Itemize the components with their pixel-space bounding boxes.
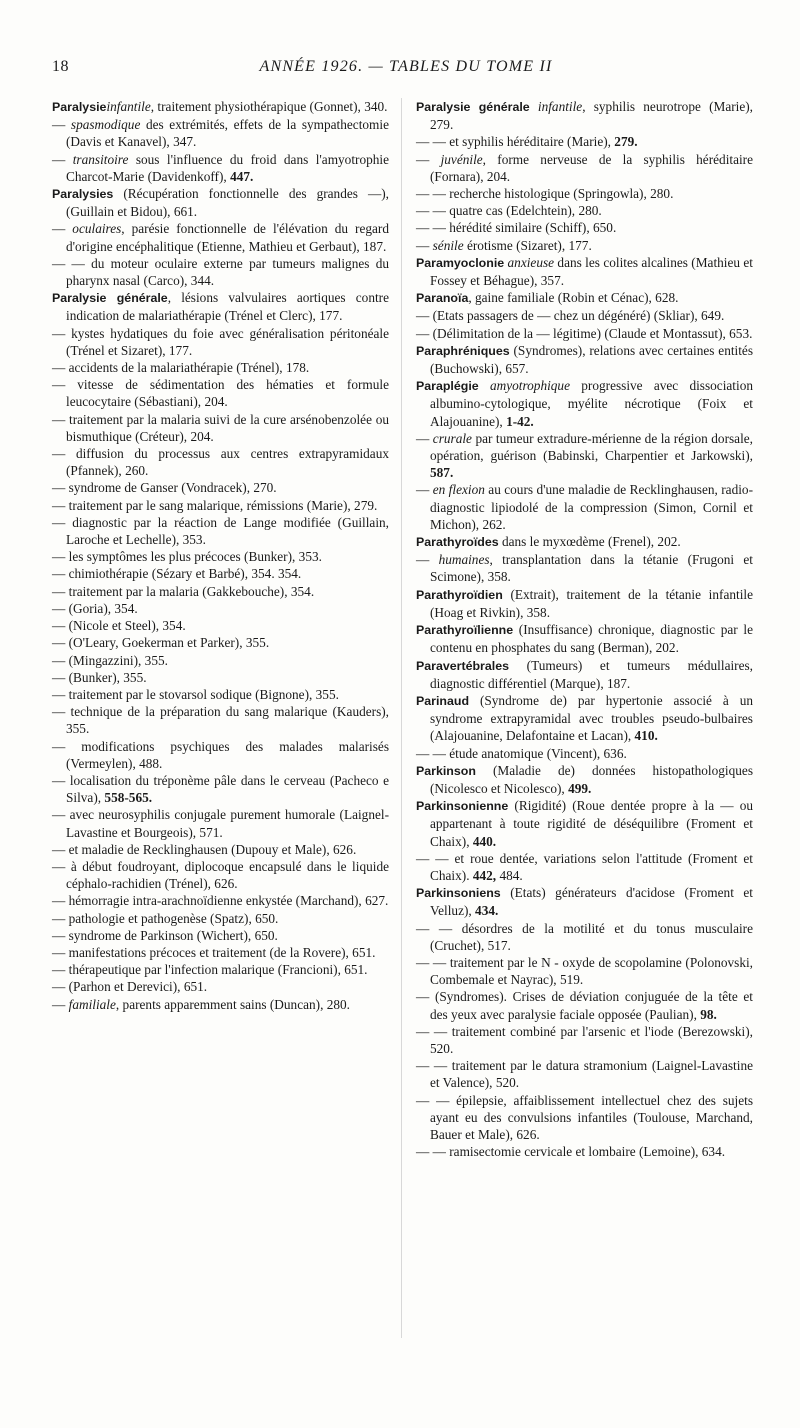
right-column (416, 98, 753, 1160)
entry-text: (Goria), 354. (68, 600, 138, 616)
entry-text: , syphilis neurotrope (Marie), 279. (430, 99, 753, 133)
entry-text: diagnostic par la réaction de Lange modifiée (Guillain, Laroche et Lechelle), 353. (66, 514, 390, 548)
index-entry (52, 686, 389, 703)
entry-heading: Parathyroïdien (416, 587, 503, 602)
index-entry (416, 1057, 753, 1091)
entry-text: étude anatomique (Vincent), 636. (449, 745, 627, 761)
left-column (52, 98, 389, 1013)
index-entry (416, 1092, 753, 1144)
entry-dash: — (52, 221, 73, 237)
entry-dash: — (416, 989, 435, 1005)
index-entry (52, 479, 389, 496)
entry-text: (Maladie de) données histopathologiques (Nicolesco et Nicolesco), (430, 762, 753, 796)
entry-text: épilepsie, affaiblissement intellectuel chez des sujets ayant eu des convulsions infantiles (Toulouse, Marchand, Bauer et Male), 626. (430, 1092, 753, 1142)
index-entry (416, 202, 753, 219)
entry-dash: — — (416, 1023, 452, 1039)
index-entry (416, 430, 753, 482)
entry-text: , parents apparemment sains (Duncan), 280. (115, 996, 351, 1012)
index-entry (52, 652, 389, 669)
entry-subject: infantile (529, 99, 583, 114)
entry-dash: — (52, 497, 69, 513)
entry-heading: Paralysies (52, 187, 114, 202)
index-entry (52, 220, 389, 254)
index-entry (52, 185, 389, 220)
entry-text: recherche histologique (Springowla), 280. (449, 186, 674, 202)
index-entry (416, 692, 753, 745)
entry-page-ref: 558-565. (104, 790, 153, 806)
entry-text: (Récupération fonctionnelle des grandes —), (Guillain et Bidou), 661. (66, 186, 389, 220)
entry-text: traitement par la malaria (Gakkebouche), 354. (68, 583, 315, 599)
entry-dash: — (52, 858, 71, 874)
entry-dash: — (416, 482, 433, 498)
index-entry (52, 703, 389, 737)
index-entry (416, 762, 753, 797)
index-entry (52, 669, 389, 686)
entry-page-ref: 1-42. (506, 413, 534, 429)
entry-heading: Parkinsonienne (416, 799, 509, 814)
entry-dash: — — (416, 954, 450, 970)
index-entry (416, 884, 753, 919)
index-entry (416, 377, 753, 430)
entry-text: et maladie de Recklinghausen (Dupouy et Male), 626. (68, 841, 357, 857)
entry-heading: Parkinson (416, 763, 476, 778)
entry-dash: — — (416, 1058, 452, 1074)
entry-dash: — (52, 566, 69, 582)
entry-text: hérédité similaire (Schiff), 650. (449, 220, 617, 236)
entry-text: , transplantation dans la tétanie (Frugoni et Scimone), 358. (430, 552, 753, 585)
entry-text: vitesse de sédimentation des hématies et formule leucocytaire (Sébastiani), 204. (66, 377, 390, 410)
entry-dash: — (52, 411, 70, 427)
column-divider (401, 98, 402, 1338)
entry-text: kystes hydatiques du foie avec généralisation péritonéale (Trénel et Sizaret), 177. (66, 325, 389, 358)
entry-subject: oculaires (72, 221, 122, 237)
entry-text: (Parhon et Derevici), 651. (68, 979, 208, 995)
index-entry (416, 325, 753, 342)
index-entry (416, 797, 753, 850)
entry-text: quatre cas (Edelchtein), 280. (449, 203, 602, 219)
entry-text: (Syndromes). Crises de déviation conjuguée de la tête et des yeux avec paralysie faciale opposée (Paulian), (430, 989, 753, 1022)
entry-dash: — (52, 962, 69, 978)
index-entry (416, 657, 753, 692)
entry-dash: — (52, 979, 69, 995)
index-entry (416, 533, 753, 551)
running-title: ANNÉE 1926. — TABLES DU TOME II (259, 58, 553, 75)
index-entry (52, 892, 389, 909)
entry-dash: — (52, 996, 69, 1012)
index-entry (416, 551, 753, 585)
entry-dash: — (416, 151, 441, 167)
index-entry (416, 481, 753, 533)
entry-dash: — — (416, 1092, 457, 1108)
entry-dash: — (52, 325, 72, 341)
index-entry (52, 738, 389, 772)
entry-text: modifications psychiques des malades malarisés (Vermeylen), 488. (66, 738, 389, 771)
index-entry (416, 988, 753, 1022)
index-entry (416, 151, 753, 185)
index-entry (52, 325, 389, 359)
entry-text: chimiothérapie (Sézary et Barbé), 354. 354. (68, 566, 302, 582)
index-entry (416, 850, 753, 884)
index-entry (416, 342, 753, 377)
entry-dash: — — (416, 850, 455, 866)
index-entry (52, 927, 389, 944)
entry-text: diffusion du processus aux centres extrapyramidaux (Pfannek), 260. (66, 446, 390, 479)
entry-text: traitement par le sang malarique, rémissions (Marie), 279. (68, 497, 378, 513)
entry-dash: — (52, 635, 69, 651)
entry-heading: Paralysie (52, 100, 107, 114)
index-entry (52, 583, 389, 600)
index-entry (52, 548, 389, 565)
entry-text: localisation du tréponème pâle dans le cerveau (Pacheco e Silva), (66, 772, 389, 806)
entry-dash: — (52, 807, 70, 823)
entry-text: , lésions valvulaires aortiques contre indication de malariathérapie (Trénel et Clerc), 177. (66, 290, 389, 324)
entry-heading: Paravertébrales (416, 658, 509, 673)
entry-text: (Rigidité) (Roue dentée propre à la — ou appartenant à toute rigidité de déséquilibre (Froment et Chaix), (430, 798, 753, 849)
index-entry (52, 961, 389, 978)
entry-text: dans le myxœdème (Frenel), 202. (498, 534, 681, 550)
index-entry (52, 411, 389, 445)
entry-heading: Parinaud (416, 693, 470, 708)
entry-page-ref: 499. (568, 780, 592, 796)
entry-dash: — — (416, 920, 462, 936)
entry-subject: anxieuse (504, 254, 555, 270)
index-entry (52, 772, 389, 806)
entry-text: érotisme (Sizaret), 177. (463, 237, 592, 253)
entry-text: dans les colites alcalines (Mathieu et Fossey et Béhague), 357. (430, 254, 753, 289)
entry-text: syndrome de Ganser (Vondracek), 270. (68, 480, 277, 496)
entry-text: au cours d'une maladie de Recklinghausen, radio-diagnostic lipiodolé de la compression (Simon, Cornil et Michon), 262. (430, 482, 753, 532)
index-entry (52, 996, 389, 1013)
entry-dash: — (52, 377, 78, 393)
entry-heading: Parathyroïlienne (416, 623, 514, 638)
index-entry (52, 255, 389, 289)
entry-dash: — (52, 583, 69, 599)
index-entry (416, 1023, 753, 1057)
entry-text: avec neurosyphilis conjugale purement humorale (Laignel-Lavastine et Bourgeois), 571. (66, 807, 389, 840)
entry-heading: Paralysie générale (416, 100, 530, 114)
entry-dash: — — (416, 220, 450, 236)
entry-dash: — (52, 927, 69, 943)
entry-subject: juvénile (440, 151, 483, 167)
entry-heading: Parkinsoniens (416, 886, 501, 901)
entry-dash: — (52, 514, 73, 530)
index-entry (416, 133, 753, 150)
entry-text: accidents de la malariathérapie (Trénel), 178. (68, 360, 310, 376)
entry-dash: — (52, 738, 82, 754)
index-entry (52, 289, 389, 324)
index-entry (52, 806, 389, 840)
entry-text: syndrome de Parkinson (Wichert), 650. (68, 927, 278, 943)
entry-dash: — (52, 151, 73, 167)
index-entry (52, 841, 389, 858)
entry-heading: Paralysie générale (52, 291, 168, 306)
entry-dash: — (416, 237, 433, 253)
entry-subject: en flexion (432, 482, 485, 498)
entry-dash: — — (416, 134, 450, 150)
entry-text: (Etats) générateurs d'acidose (Froment et Velluz), (430, 885, 753, 919)
entry-dash: — (52, 841, 69, 857)
index-entry (416, 745, 753, 762)
entry-heading: Paranoïa (416, 291, 469, 306)
index-entry (416, 219, 753, 236)
entry-subject: infantile (106, 99, 151, 114)
entry-text: , gaine familiale (Robin et Cénac), 628. (468, 290, 679, 306)
entry-heading: Parathyroïdes (416, 535, 499, 550)
entry-text: des extrémités, effets de la sympathectomie (Davis et Kanavel), 347. (66, 117, 389, 150)
entry-text: (Etats passagers de — chez un dégénéré) (Skliar), 649. (432, 308, 725, 324)
entry-dash: — (416, 308, 433, 324)
entry-dash: — — (416, 745, 450, 761)
index-entry (416, 621, 753, 656)
index-entry (52, 514, 389, 548)
entry-text: pathologie et pathogenèse (Spatz), 650. (68, 910, 279, 926)
entry-text: , forme nerveuse de la syphilis héréditaire (Fornara), 204. (430, 151, 754, 184)
index-entry (416, 254, 753, 289)
entry-page-ref: 587. (430, 465, 454, 481)
entry-page-ref: 410. (634, 728, 658, 744)
index-entry (52, 359, 389, 376)
entry-text: (Mingazzini), 355. (68, 652, 168, 668)
index-entry (52, 858, 389, 892)
entry-page-ref: 442, (472, 867, 497, 883)
index-entry (52, 944, 389, 961)
entry-dash: — (416, 430, 433, 446)
index-entry (52, 978, 389, 995)
entry-text: (Syndrome de) par hypertonie associé à un syndrome extrapyramidal avec troubles pseudo-bulbaires (Alajouanine, Delafontaine et Lacan), (430, 692, 753, 744)
entry-text: ramisectomie cervicale et lombaire (Lemoine), 634. (449, 1144, 726, 1160)
entry-dash: — (52, 652, 69, 668)
entry-subject: sénile (432, 237, 464, 253)
entry-subject: humaines (438, 552, 490, 568)
entry-text: hémorragie intra-arachnoïdienne enkystée (Marchand), 627. (68, 893, 389, 909)
index-entry (416, 586, 753, 621)
entry-page-ref: 434. (475, 903, 499, 919)
entry-text: traitement par la malaria suivi de la cure arsénobenzolée ou bismuthique (Créteur), 204. (66, 411, 389, 444)
index-entry (52, 497, 389, 514)
index-entry (416, 289, 753, 307)
entry-heading: Paramyoclonie (416, 255, 505, 270)
index-entry (416, 954, 753, 988)
index-entry (52, 151, 389, 185)
entry-text: (Extrait), traitement de la tétanie infantile (Hoag et Rivkin), 358. (430, 586, 753, 620)
entry-dash: — (52, 549, 69, 565)
entry-page-ref: 447. (230, 168, 254, 184)
index-entry (52, 376, 389, 410)
entry-tail: 484. (496, 867, 523, 883)
entry-text: par tumeur extradure-mérienne de la région dorsale, opération, guérison (Babinski, Charpentier et Jarkowski), (430, 430, 753, 464)
entry-text: progressive avec dissociation albumino-cytologique, myélite nécrotique (Foix et Alajouanine), (430, 378, 753, 429)
entry-heading: Paraphréniques (416, 343, 510, 358)
entry-page-ref: 440. (472, 833, 497, 849)
entry-dash: — (52, 618, 69, 634)
entry-subject: transitoire (72, 151, 129, 167)
entry-text: traitement par le N - oxyde de scopolamine (Polonovski, Combemale et Nayrac), 519. (430, 954, 754, 988)
index-entry (52, 116, 389, 150)
index-entry (52, 98, 389, 116)
index-entry (52, 600, 389, 617)
entry-text: les symptômes les plus précoces (Bunker), 353. (68, 549, 322, 565)
entry-dash: — (52, 480, 69, 496)
entry-text: et syphilis héréditaire (Marie), (449, 134, 615, 150)
entry-dash: — (52, 360, 69, 376)
entry-text: traitement par le datura stramonium (Laignel-Lavastine et Valence), 520. (430, 1058, 753, 1091)
entry-dash: — — (416, 1144, 450, 1160)
entry-page-ref: 279. (614, 134, 638, 150)
entry-dash: — (52, 117, 71, 133)
entry-dash: — (52, 893, 69, 909)
entry-text: (Insuffisance) chronique, diagnostic par le contenu en phosphates du sang (Berman), 202. (430, 622, 753, 656)
index-entry (416, 185, 753, 202)
entry-subject: amyotrophique (478, 378, 570, 394)
entry-text: (Délimitation de la — légitime) (Claude et Montassut), 653. (432, 325, 753, 341)
entry-subject: crurale (432, 430, 472, 446)
index-entry (52, 617, 389, 634)
entry-text: , traitement physiothérapique (Gonnet), 340. (150, 99, 388, 114)
index-entry (416, 98, 753, 133)
entry-dash: — (52, 686, 69, 702)
entry-text: sous l'influence du froid dans l'amyotrophie Charcot-Marie (Davidenkoff), (66, 151, 389, 184)
index-entry (52, 910, 389, 927)
index-entry (416, 920, 753, 954)
entry-text: (Tumeurs) et tumeurs médullaires, diagnostic différentiel (Marque), 187. (430, 657, 753, 691)
entry-dash: — (52, 446, 76, 462)
entry-text: traitement par le stovarsol sodique (Bignone), 355. (68, 686, 339, 702)
entry-text: (Syndromes), relations avec certaines entités (Buchowski), 657. (430, 342, 753, 377)
entry-page-ref: 98. (700, 1006, 717, 1022)
entry-subject: spasmodique (70, 117, 141, 133)
index-entry (52, 634, 389, 651)
entry-dash: — — (416, 203, 450, 219)
entry-text: (O'Leary, Goekerman et Parker), 355. (68, 635, 270, 651)
entry-dash: — (416, 552, 439, 568)
entry-dash: — (52, 600, 69, 616)
index-entry (416, 1143, 753, 1160)
entry-text: traitement combiné par l'arsenic et l'iode (Berezowski), 520. (430, 1023, 753, 1056)
running-head (52, 58, 760, 82)
entry-dash: — (52, 669, 69, 685)
entry-text: (Nicole et Steel), 354. (68, 618, 186, 634)
entry-text: désordres de la motilité et du tonus musculaire (Cruchet), 517. (430, 920, 753, 953)
page-number: 18 (52, 58, 69, 75)
index-entry (52, 445, 389, 479)
index-entry (416, 307, 753, 324)
entry-text: , parésie fonctionnelle de l'élévation du regard d'origine encéphalitique (Etienne, Mathieu et Gerbaut), 187. (66, 221, 390, 254)
entry-heading: Paraplégie (416, 379, 479, 394)
entry-text: (Bunker), 355. (68, 669, 147, 685)
index-entry (416, 237, 753, 254)
entry-dash: — — (416, 186, 450, 202)
entry-dash: — (52, 944, 69, 960)
entry-text: technique de la préparation du sang malarique (Kauders), 355. (66, 704, 389, 737)
entry-text: thérapeutique par l'infection malarique (Francioni), 651. (68, 962, 368, 978)
entry-text: manifestations précoces et traitement (de la Rovere), 651. (68, 944, 376, 960)
entry-text: et roue dentée, variations selon l'attitude (Froment et Chaix). (430, 850, 753, 883)
entry-dash: — (416, 325, 433, 341)
entry-dash: — — (52, 255, 92, 271)
entry-dash: — (52, 704, 71, 720)
entry-dash: — (52, 910, 69, 926)
entry-subject: familiale (68, 996, 116, 1012)
index-entry (52, 565, 389, 582)
entry-dash: — (52, 772, 70, 788)
entry-text: à début foudroyant, diplocoque encapsulé dans le liquide céphalo-rachidien (Trénel), 626. (66, 858, 389, 892)
entry-text: du moteur oculaire externe par tumeurs malignes du pharynx nasal (Carco), 344. (66, 255, 389, 289)
